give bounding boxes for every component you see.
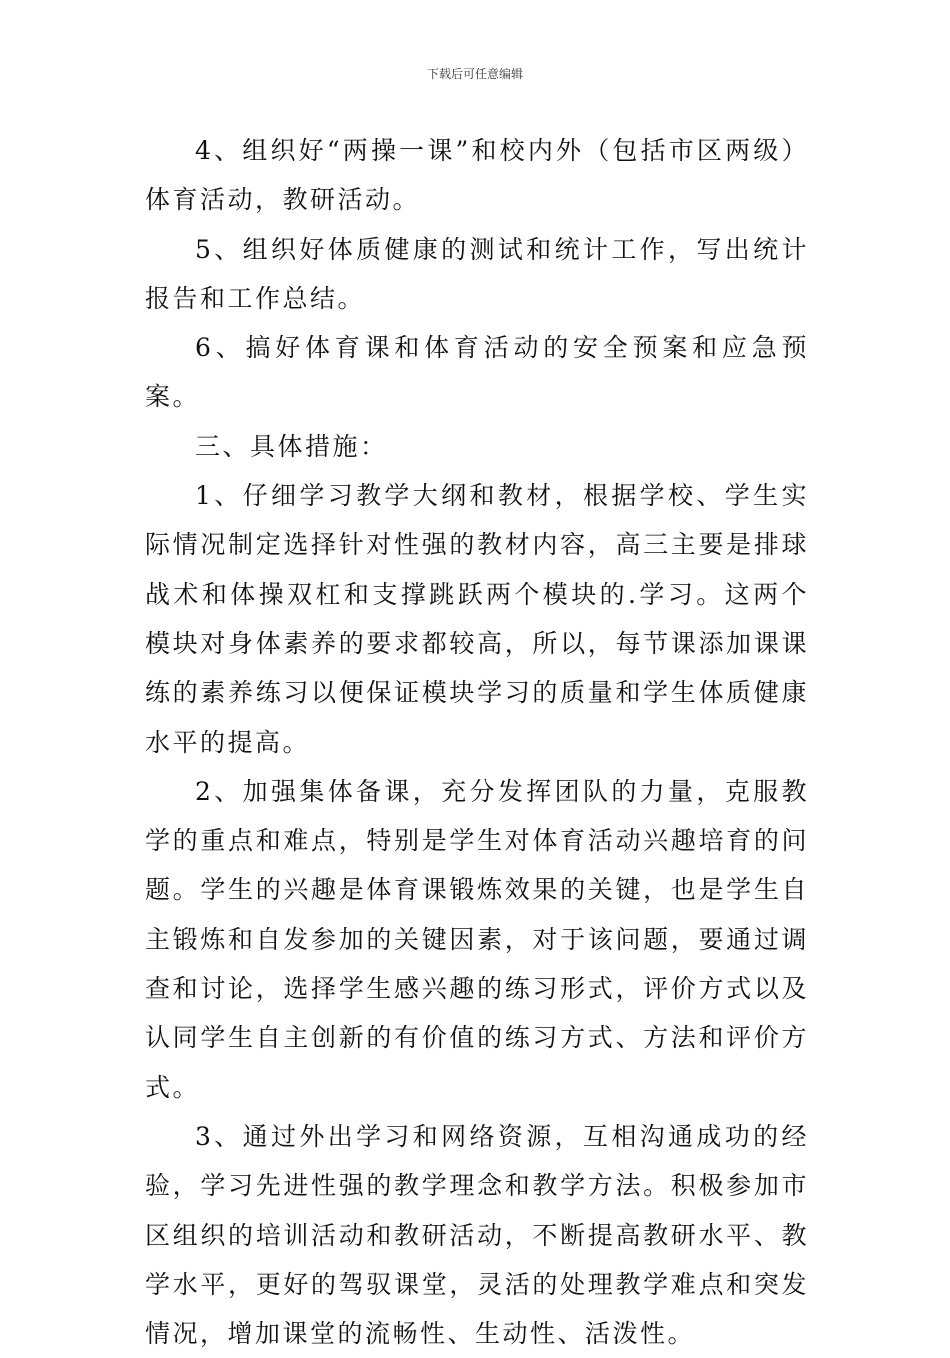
paragraph-item-6: 6、搞好体育课和体育活动的安全预案和应急预案。 <box>145 333 809 412</box>
measure-item-3: 3、通过外出学习和网络资源，互相沟通成功的经验，学习先进性强的教学理念和教学方法。积极参加市区组织的培训活动和教研活动，不断提高教研水平、教学水平，更好的驾驭课堂，灵活的处理教学难点和突发情况，增加课堂的流畅性、生动性、活泼性。 <box>145 1121 809 1349</box>
measure-item-1: 1、仔细学习教学大纲和教材，根据学校、学生实际情况制定选择针对性强的教材内容，高三主要是排球战术和体操双杠和支撑跳跃两个模块的.学习。这两个模块对身体素养的要求都较高，所以，每节课添加课课练的素养练习以便保证模块学习的质量和学生体质健康水平的提高。 <box>145 481 809 757</box>
document-body <box>145 126 809 1358</box>
section-heading-measures: 三、具体措施： <box>195 431 388 461</box>
measure-item-2: 2、加强集体备课，充分发挥团队的力量，克服教学的重点和难点，特别是学生对体育活动兴趣培育的问题。学生的兴趣是体育课锻炼效果的关键，也是学生自主锻炼和自发参加的关键因素，对于该问题，要通过调查和讨论，选择学生感兴趣的练习形式，评价方式以及认同学生自主创新的有价值的练习方式、方法和评价方式。 <box>145 776 809 1102</box>
paragraph-item-4: 4、组织好“两操一课”和校内外（包括市区两级）体育活动，教研活动。 <box>145 136 809 215</box>
paragraph-item-5: 5、组织好体质健康的测试和统计工作，写出统计报告和工作总结。 <box>145 234 809 313</box>
page-header-note: 下载后可任意编辑 <box>426 67 523 81</box>
